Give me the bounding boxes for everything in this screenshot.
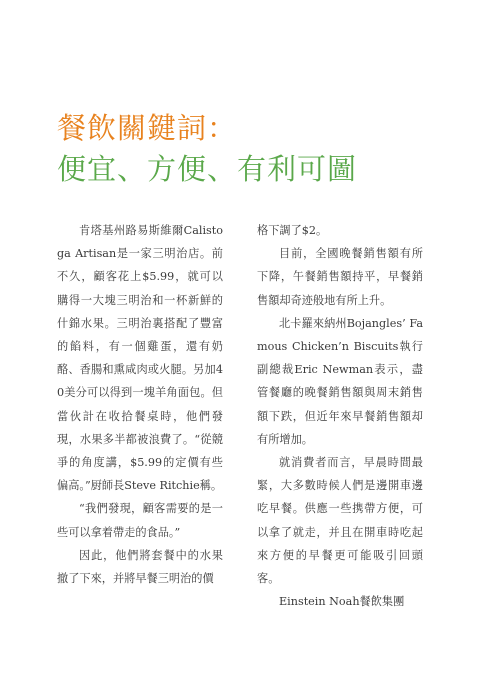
- paragraph: Einstein Noah餐飲集團: [279, 595, 405, 609]
- paragraph: “我們發現，顧客需要的是一些可以拿着帶走的食品。”: [57, 502, 223, 539]
- paragraph: 就消費者而言，早晨時間最緊，大多數時候人們是邊開車邊吃早餐。供應一些携帶方便，可以拿了就走，并且在開車時吃起來方便的早餐更可能吸引回頭客。: [257, 456, 423, 586]
- right-column: [257, 219, 423, 613]
- paragraph: 肯塔基州路易斯維爾Calistoga Artisan是一家三明治店。前不久，顧客花上$5.99，就可以購得一大塊三明治和一杯新鮮的什錦水果。三明治裏搭配了豐富的餡料，有一個雞蛋，還有奶酪、香腸和熏咸肉或火腿。另加40美分可以得到一塊羊角面包。但當伙計在收拾餐桌時，他們發現，水果多半都被浪費了。“從競爭的角度講，$5.99的定價有些偏高。”厨師長Steve Ritchie稱。: [57, 224, 223, 493]
- left-column: [57, 219, 223, 613]
- paragraph: 目前，全國晚餐銷售額有所下降，午餐銷售額持平，早餐銷售額却奇迹般地有所上升。: [257, 247, 423, 307]
- title-line-2: 便宜、方便、有利可圖: [57, 152, 358, 186]
- article-title: [57, 108, 457, 190]
- title-line-1: 餐飲關鍵詞：: [57, 111, 238, 145]
- paragraph: 因此，他們將套餐中的水果撤了下來，并將早餐三明治的價: [57, 548, 223, 586]
- paragraph: 格下調了$2。: [257, 224, 328, 237]
- paragraph: 北卡羅來納州Bojangles’ Famous Chicken’n Biscuits執行副總裁Eric Newman表示，盡管餐廳的晚餐銷售額與周末銷售額下跌，但近年來早餐銷售額却有所增加。: [257, 316, 423, 446]
- article-body: [57, 219, 423, 613]
